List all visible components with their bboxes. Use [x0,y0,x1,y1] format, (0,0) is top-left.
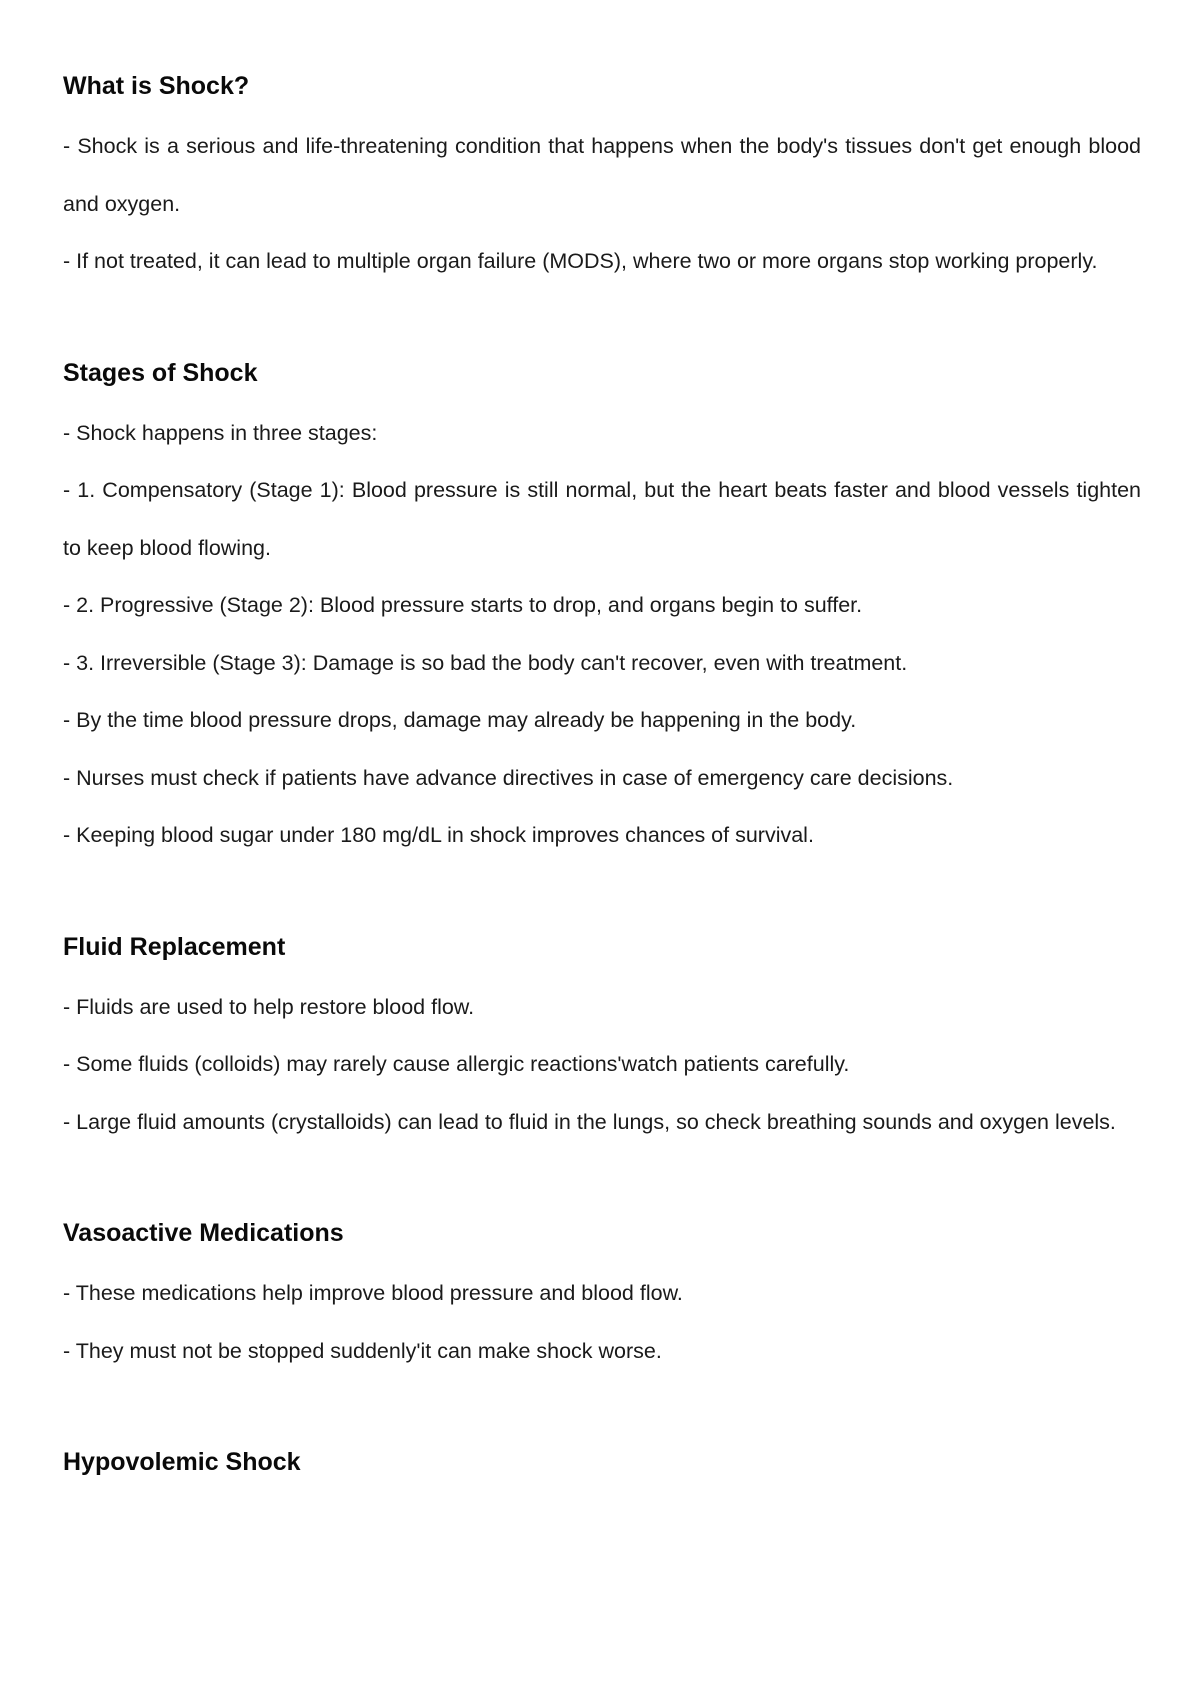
bullet-item: - Some fluids (colloids) may rarely cause allergic reactions'watch patients carefully. [63,1052,850,1076]
bullet-item: - Fluids are used to help restore blood flow. [63,994,475,1019]
bullet-item: - 1. Compensatory (Stage 1): Blood pressure is still normal, but the heart beats faster and blood vessels tighten to keep blood flowing. [63,478,1141,560]
bullet-item: - 3. Irreversible (Stage 3): Damage is so bad the body can't recover, even with treatment. [63,650,908,675]
section-heading: What is Shock? [63,72,250,100]
bullet-item: - Nurses must check if patients have advance directives in case of emergency care decisions. [63,765,954,790]
bullet-item: - They must not be stopped suddenly'it can make shock worse. [63,1338,662,1363]
section-heading: Vasoactive Medications [63,1219,344,1247]
section-heading: Stages of Shock [63,358,258,387]
bullet-item: - Large fluid amounts (crystalloids) can lead to fluid in the lungs, so check breathing sounds and oxygen levels. [63,1109,1116,1134]
section-fluid-replacement [63,923,1141,1152]
document-body [63,62,1141,1494]
section-what-is-shock [63,62,1141,291]
section-hypovolemic-shock [63,1438,1141,1486]
section-vasoactive-medications [63,1209,1141,1380]
bullet-item: - By the time blood pressure drops, damage may already be happening in the body. [63,708,857,732]
section-heading: Fluid Replacement [63,932,286,961]
section-stages-of-shock [63,349,1141,865]
bullet-item: - These medications help improve blood pressure and blood flow. [63,1281,683,1305]
bullet-item: - Shock is a serious and life-threatening condition that happens when the body's tissues don't get enough blood and oxygen. [63,134,1141,216]
bullet-item: - Keeping blood sugar under 180 mg/dL in shock improves chances of survival. [63,823,814,847]
bullet-item: - 2. Progressive (Stage 2): Blood pressure starts to drop, and organs begin to suffer. [63,593,863,617]
bullet-item: - If not treated, it can lead to multiple organ failure (MODS), where two or more organs stop working properly. [63,249,1098,273]
section-heading: Hypovolemic Shock [63,1448,301,1476]
bullet-item: - Shock happens in three stages: [63,420,378,445]
